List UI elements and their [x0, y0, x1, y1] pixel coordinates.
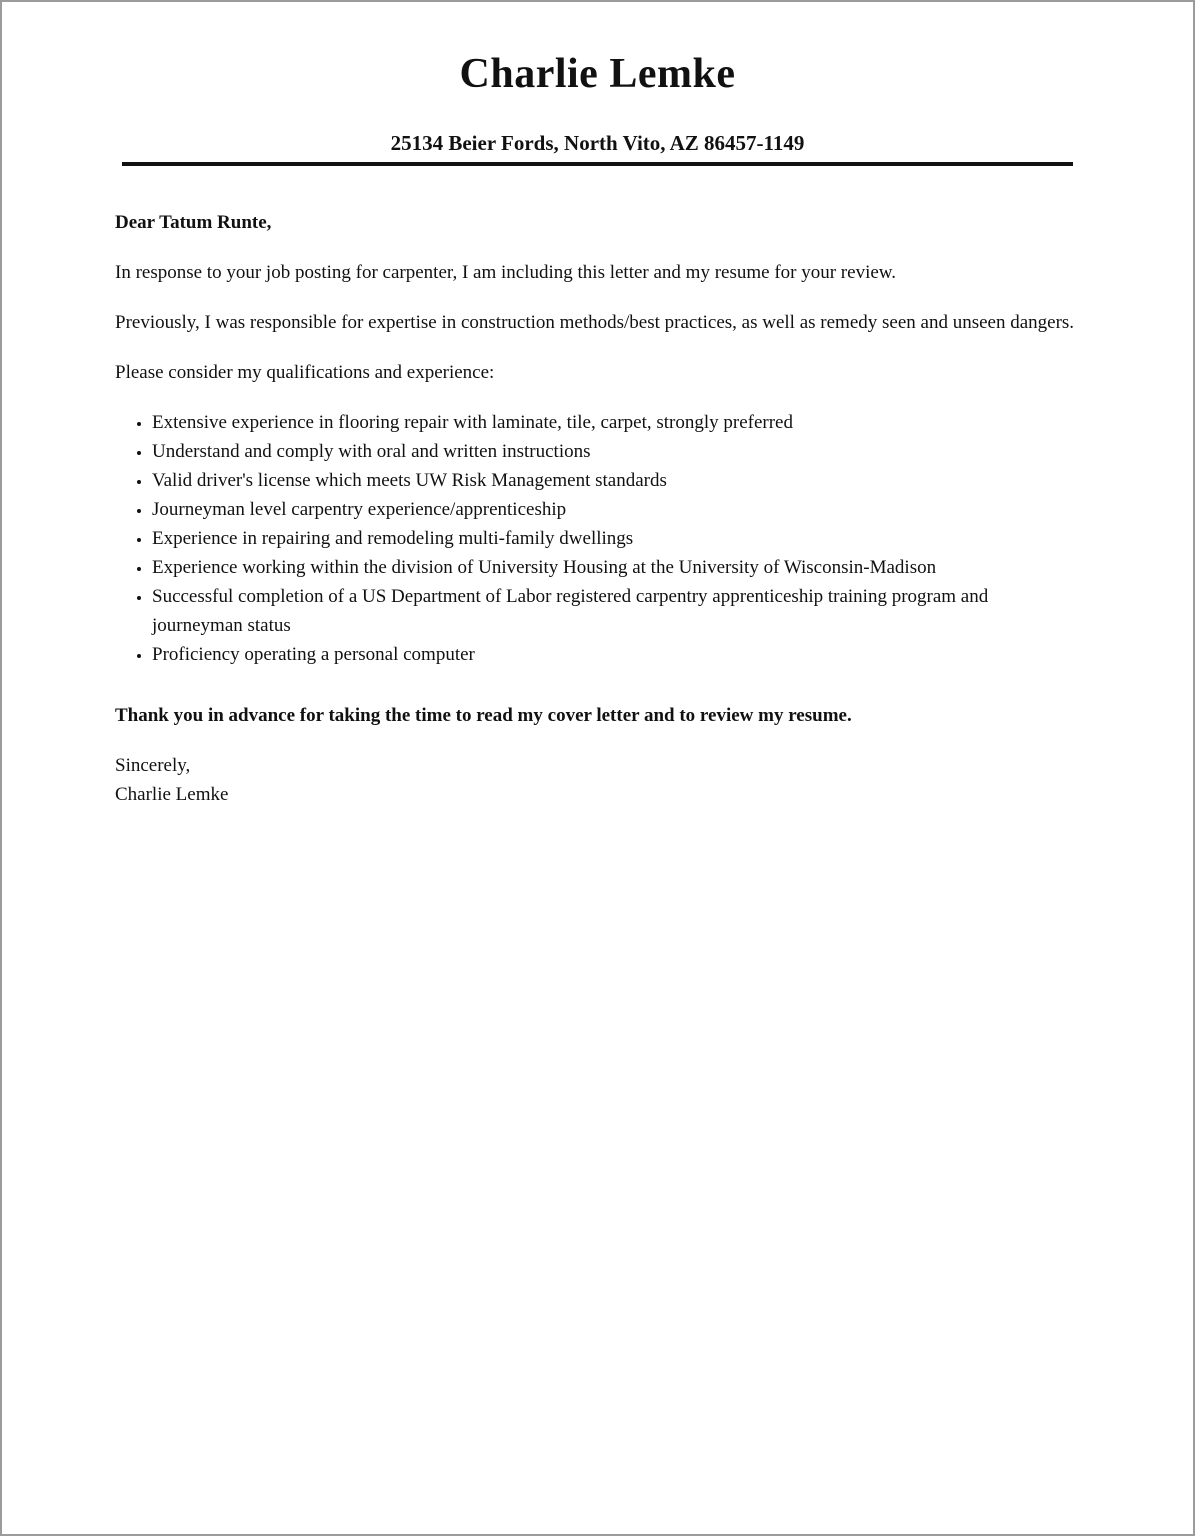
letter-body	[2, 208, 1193, 809]
greeting: Dear Tatum Runte,	[115, 212, 272, 233]
qualification-item: • Journeyman level carpentry experience/apprenticeship	[152, 495, 1080, 524]
qualification-item: • Valid driver's license which meets UW Risk Management standards	[152, 466, 1080, 495]
qualification-item: • Extensive experience in flooring repair with laminate, tile, carpet, strongly preferred	[152, 408, 1080, 437]
qualification-item: • Understand and comply with oral and written instructions	[152, 437, 1080, 466]
qualification-item: • Experience in repairing and remodeling multi-family dwellings	[152, 524, 1080, 553]
qualifications-list	[115, 408, 1080, 669]
qualification-item: • Proficiency operating a personal computer	[152, 640, 1080, 669]
qualification-item: • Experience working within the division of University Housing at the University of Wisconsin-Madison	[152, 553, 1080, 582]
letter-header	[2, 2, 1193, 166]
signature-name: Charlie Lemke	[115, 784, 229, 805]
qualification-item: • Successful completion of a US Department of Labor registered carpentry apprenticeship training program and journeyman status	[152, 582, 1080, 640]
closing-statement: Thank you in advance for taking the time to read my cover letter and to review my resume.	[115, 705, 852, 726]
paragraph-experience: Previously, I was responsible for expertise in construction methods/best practices, as well as remedy seen and unseen dangers.	[115, 312, 1075, 333]
paragraph-qualifications-lead: Please consider my qualifications and experience:	[115, 362, 495, 383]
signoff: Sincerely,	[115, 755, 191, 776]
sender-address: 25134 Beier Fords, North Vito, AZ 86457-1149	[390, 131, 805, 155]
sender-name: Charlie Lemke	[459, 51, 736, 97]
paragraph-intro: In response to your job posting for carpenter, I am including this letter and my resume for your review.	[115, 262, 897, 283]
header-divider	[122, 162, 1073, 166]
